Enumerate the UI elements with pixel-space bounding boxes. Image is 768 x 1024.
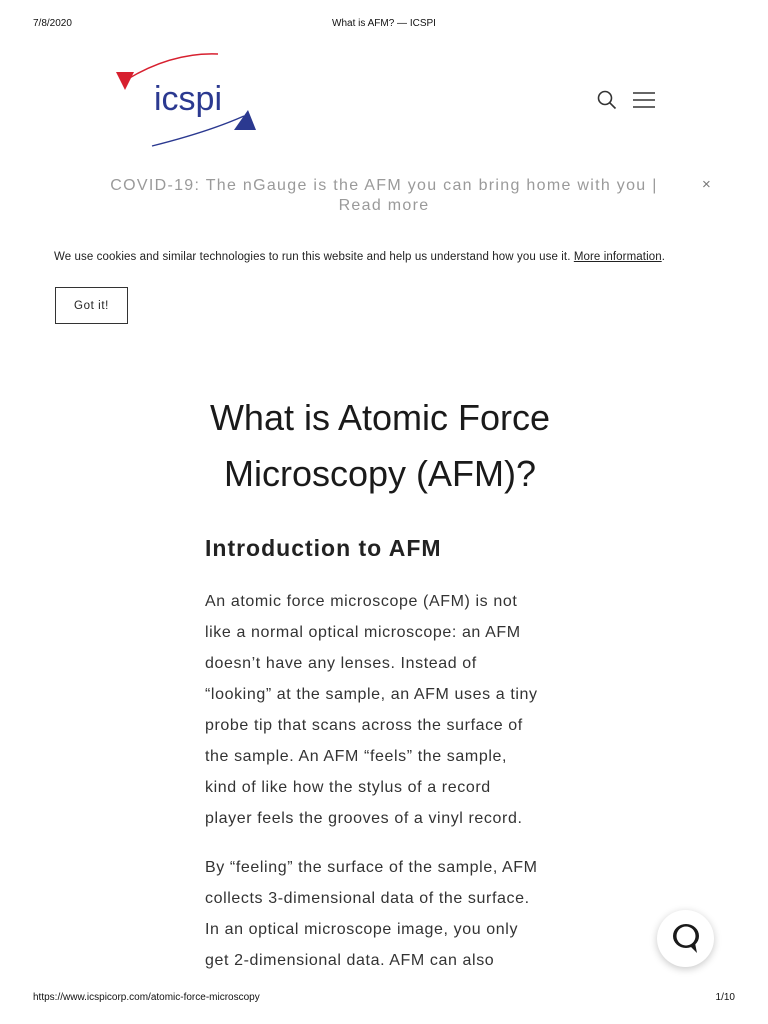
- print-url: https://www.icspicorp.com/atomic-force-microscopy: [33, 992, 260, 1003]
- section-heading: Introduction to AFM: [205, 535, 442, 561]
- chat-bubble-icon: [671, 923, 701, 955]
- announcement-bar: [96, 176, 672, 216]
- paragraph-line: probe tip that scans across the surface of: [205, 717, 523, 734]
- paragraph-line: doesn’t have any lenses. Instead of: [205, 655, 477, 672]
- paragraph-line: collects 3-dimensional data of the surface.: [205, 890, 530, 907]
- read-more-link[interactable]: Read more: [338, 197, 430, 214]
- more-information-link[interactable]: More information: [573, 251, 662, 263]
- paragraph-line: player feels the grooves of a vinyl record.: [205, 810, 523, 827]
- intro-paragraph: [205, 586, 575, 834]
- paragraph-line: “looking” at the sample, an AFM uses a tiny: [205, 686, 538, 703]
- close-icon[interactable]: ×: [702, 176, 711, 193]
- search-icon[interactable]: [597, 90, 617, 110]
- page-title-line-2: Microscopy (AFM)?: [223, 453, 537, 494]
- page-title-line-1: What is Atomic Force: [209, 397, 551, 438]
- chat-button[interactable]: [657, 910, 714, 967]
- print-page-number: 1/10: [715, 992, 735, 1003]
- second-paragraph: [205, 852, 575, 976]
- announcement-text: COVID-19: The nGauge is the AFM you can bring home with you |: [110, 177, 658, 194]
- print-page-title: What is AFM? — ICSPI: [332, 18, 436, 29]
- logo-wordmark: icspi: [154, 80, 223, 118]
- got-it-button[interactable]: Got it!: [55, 287, 128, 324]
- icspi-logo[interactable]: [112, 52, 260, 150]
- page-title: [150, 390, 610, 502]
- paragraph-line: like a normal optical microscope: an AFM: [205, 624, 521, 641]
- paragraph-line: kind of like how the stylus of a record: [205, 779, 491, 796]
- paragraph-line: get 2-dimensional data. AFM can also: [205, 952, 495, 969]
- paragraph-line: An atomic force microscope (AFM) is not: [205, 593, 518, 610]
- paragraph-line: the sample. An AFM “feels” the sample,: [205, 748, 508, 765]
- paragraph-line: By “feeling” the surface of the sample, AFM: [205, 859, 538, 876]
- cookie-notice-suffix: .: [661, 251, 666, 263]
- cookie-notice-text: We use cookies and similar technologies to run this website and help us understand how you use it.: [54, 251, 571, 263]
- print-date: 7/8/2020: [33, 18, 72, 29]
- cookie-notice: [54, 251, 734, 263]
- menu-icon[interactable]: [632, 91, 656, 109]
- paragraph-line: In an optical microscope image, you only: [205, 921, 519, 938]
